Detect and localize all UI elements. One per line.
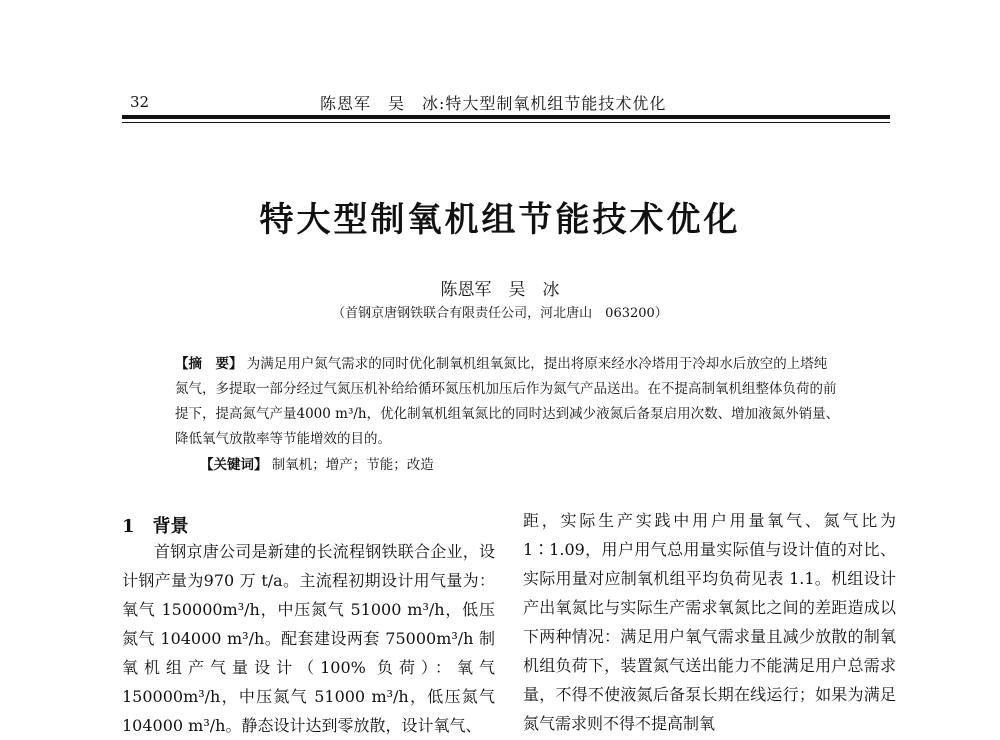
keywords <box>200 453 434 473</box>
body-column-right <box>523 506 896 738</box>
running-title: 陈恩军 吴 冰:特大型制氧机组节能技术优化 <box>320 94 667 113</box>
header-rule-thin <box>122 122 890 123</box>
body-paragraph-continued: 距，实际生产实践中用户用量氧气、氮气比为 1∶1.09，用户用气总用量实际值与设计值的对比、实际用量对应制氧机组平均负荷见表 1.1。机组设计产出氧氮比与实际生产需求氧氮比之间的差距造成以下两种情况：满足用户氧气需求量且减少放散的制氧机组负荷下，装置氮气送出能力不能满足用户总需求量，不得不使液氮后备泵长期在线运行；如果为满足氮气需求则不得不提高制氧 <box>523 511 896 733</box>
header-rule-thick <box>122 115 890 119</box>
abstract <box>175 352 840 452</box>
abstract-label: 【摘 要】 <box>175 356 243 372</box>
authors: 陈恩军 吴 冰 <box>440 280 560 300</box>
body-column-left <box>122 537 495 740</box>
body-paragraph: 首钢京唐公司是新建的长流程钢铁联合企业，设计钢产量为970 万 t/a。主流程初期设计用气量为：氧气 150000m³/h，中压氮气 51000 m³/h，低压氮气 104000 m³/h。配套建设两套 75000m³/h 制氧机组产气量设计（100% 负荷）：氧气 150000m³/h，中压氮气 51000 m³/h，低压氮气 104000 m³/h。静态设计达到零放散，设计氧气、 <box>122 542 495 735</box>
page-number: 32 <box>130 93 150 111</box>
keywords-label: 【关键词】 <box>200 457 268 473</box>
section-heading: 1 背景 <box>122 516 189 537</box>
keywords-text: 制氧机；增产；节能；改造 <box>271 457 434 473</box>
affiliation: （首钢京唐钢铁联合有限责任公司，河北唐山 063200） <box>332 306 668 321</box>
abstract-text: 为满足用户氮气需求的同时优化制氧机组氧氮比，提出将原来经水冷塔用于冷却水后放空的上塔纯氮气，多提取一部分经过气氮压机补给给循环氮压机加压后作为氮气产品送出。在不提高制氧机组整体负荷的前提下，提高氮气产量4000 m³/h，优化制氧机组氧氮比的同时达到减少液氮后备泵启用次数、增加液氮外销量、降低氧气放散率等节能增效的目的。 <box>175 356 840 447</box>
article-title: 特大型制氧机组节能技术优化 <box>259 200 741 240</box>
